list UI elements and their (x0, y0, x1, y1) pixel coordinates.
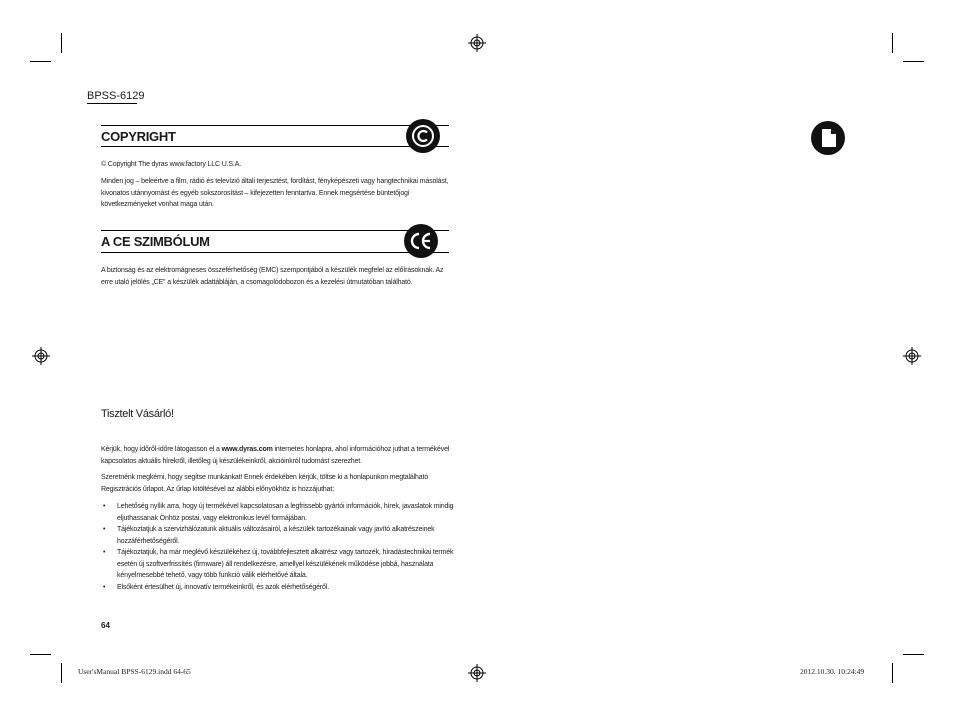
list-item: • Elsőként értesülhet új, innovatív termékeinkről, és azok elérhetőségéről. (103, 583, 330, 591)
registration-mark-icon (468, 34, 486, 52)
section-rule (101, 230, 449, 231)
crop-mark (61, 33, 62, 53)
crop-mark (903, 61, 924, 62)
list-item-text: Elsőként értesülhet új, innovatív termékeinkről, és azok elérhetőségéről. (117, 583, 330, 591)
registration-mark-icon (903, 347, 921, 365)
section-rule (101, 125, 449, 126)
section-title-copyright: COPYRIGHT (101, 129, 176, 144)
model-label: BPSS-6129 (87, 90, 145, 102)
ce-body: A biztonság és az elektromágneses összeférhetőség (EMC) szempontjából a készülék megfelel az előírásoknak. Az erre utaló jelölés „CE" a készülék adattábláján, a csomagolódobozon és a kezelési útmutatóban található. (101, 267, 444, 286)
registration-request: Szeretnénk megkérni, hogy segítse munkánkat! Ennek érdekében kérjük, töltse ki a honlapunkon megtalálható Regisztrációs űrlapot. Az űrlap kitöltésével az alábbi előnyökhöz is hozzájuthat: (101, 474, 429, 493)
registration-mark-icon (32, 347, 50, 365)
model-underline (87, 103, 137, 104)
list-item-text: Tájékoztatjuk a szervizhálózatunk aktuális változásairól, a készülék tartozékainak vagy javító alkatrészeinek hozzáférhetőségéről. (117, 526, 435, 545)
intro-after: internetes honlapra, ahol információhoz juthat a termékével kapcsolatos aktuális hírekről, illetőleg új készülékeinkről, akcióinkról tudomást szerezhet. (101, 446, 450, 465)
list-item: • Tájékoztatjuk a szervizhálózatunk aktuális változásairól, a készülék tartozékainak vagy javító alkatrészeinek hozzáférhetőségéről. (103, 526, 435, 545)
list-item-text: Tájékoztatjuk, ha már meglévő készülékéhez új, továbbfejlesztett alkatrész vagy tartozék, híradástechnikai termék esetén új szoftverfrissítés (firmware) áll rendelkezésre, amellyel készülékének működése jobbá, használata kényelmesebbé tehető, vagy több funkció válik elérhetővé általa. (117, 549, 454, 579)
benefits-list (101, 501, 461, 593)
ce-mark-icon (404, 224, 438, 258)
section-title-ce: A CE SZIMBÓLUM (101, 234, 210, 249)
footer-file: User'sManual BPSS-6129.indd 64-65 (78, 667, 191, 676)
section-rule (101, 146, 449, 147)
footer-date: 2012.10.30. 10:24:49 (800, 667, 865, 676)
crop-mark (30, 61, 51, 62)
crop-mark (30, 654, 51, 655)
page-number: 64 (101, 621, 110, 630)
greeting: Tisztelt Vásárló! (101, 408, 174, 420)
crop-mark (61, 663, 62, 683)
copyright-notice: © Copyright The dyras www.factory LLC U.S.A. (101, 161, 242, 168)
intro-paragraph (101, 444, 461, 467)
crop-mark (903, 654, 924, 655)
copyright-body: Minden jog – beleértve a film, rádió és televízió általi terjesztést, fordítást, fényképészeti vagy hangtechnikai másolást, kivonatos utánnyomást és egyéb sokszorosítást – kifejezetten fenntartva. Ennek megsértése büntetőjogi következményeket vonhat maga után. (101, 178, 449, 208)
crop-mark (892, 33, 893, 53)
website-link[interactable]: www.dyras.com (221, 446, 273, 453)
crop-mark (892, 663, 893, 683)
list-item: • Lehetőség nyílik arra, hogy új termékével kapcsolatosan a legfrissebb gyártói információk, hírek, javaslatok mindig eljuthassanak Önhöz postai, vagy elektronikus levél formájában. (103, 503, 454, 522)
list-item: • Tájékoztatjuk, ha már meglévő készülékéhez új, továbbfejlesztett alkatrész vagy tartozék, híradástechnikai termék esetén új szoftverfrissítés (firmware) áll rendelkezésre, amellyel készülékének működése jobbá, használata kényelmesebbé tehető, vagy több funkció válik elérhetővé általa. (103, 549, 454, 579)
list-item-text: Lehetőség nyílik arra, hogy új termékével kapcsolatosan a legfrissebb gyártói információk, hírek, javaslatok mindig eljuthassanak Önhöz postai, vagy elektronikus levél formájában. (117, 503, 454, 522)
section-rule (101, 252, 449, 253)
registration-mark-icon (468, 664, 486, 682)
document-icon (811, 121, 845, 155)
copyright-icon (406, 119, 440, 153)
intro-before: Kérjük, hogy időről-időre látogasson el a (101, 446, 222, 453)
